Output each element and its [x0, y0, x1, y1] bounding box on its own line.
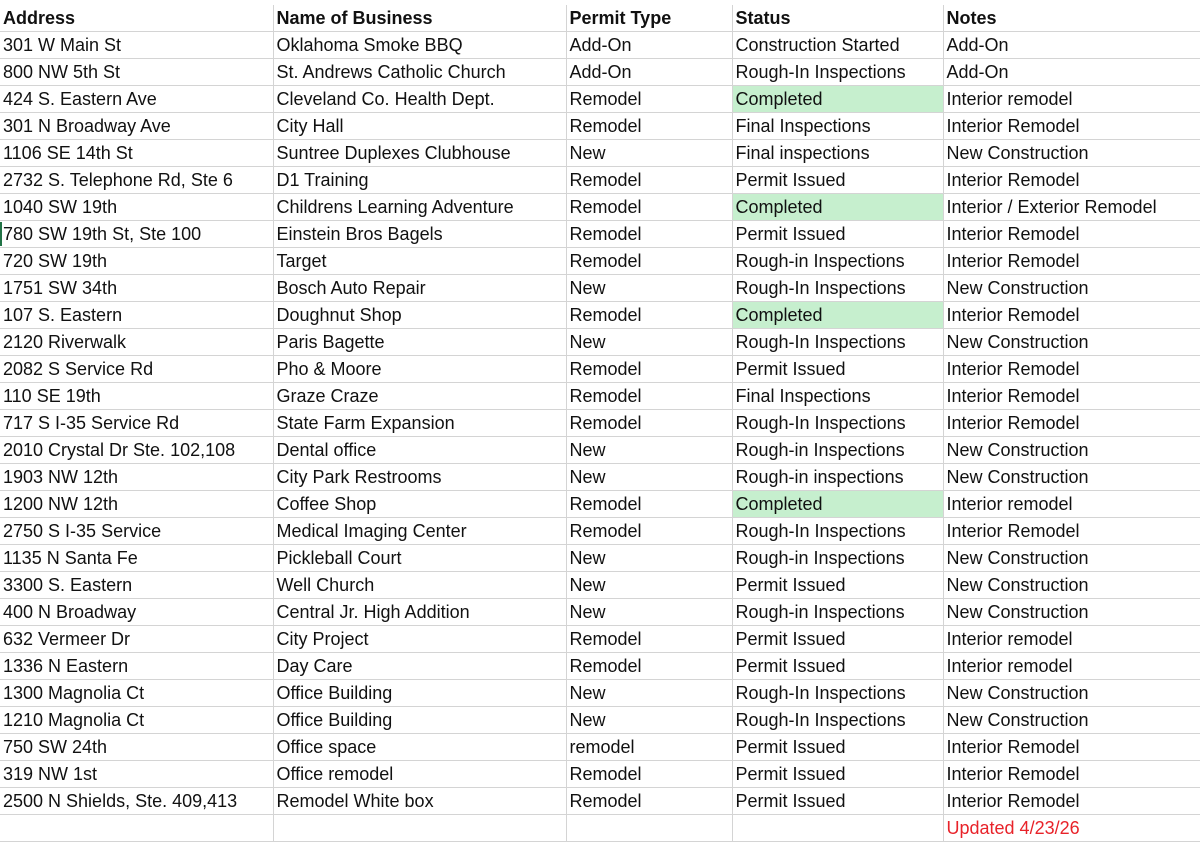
permit-type-cell[interactable]: Remodel [566, 383, 732, 410]
address-cell[interactable]: 2010 Crystal Dr Ste. 102,108 [0, 437, 273, 464]
table-row [0, 464, 1200, 491]
status-cell[interactable]: Construction Started [732, 32, 943, 59]
permit-type-cell[interactable]: Remodel [566, 167, 732, 194]
status-cell[interactable]: Permit Issued [732, 761, 943, 788]
status-cell[interactable]: Rough-In Inspections [732, 680, 943, 707]
status-cell[interactable]: Completed [732, 194, 943, 221]
address-cell[interactable]: 301 W Main St [0, 32, 273, 59]
business-name-cell[interactable]: Cleveland Co. Health Dept. [273, 86, 566, 113]
business-name-cell[interactable]: Medical Imaging Center [273, 518, 566, 545]
permit-type-cell[interactable]: New [566, 437, 732, 464]
table-row [0, 653, 1200, 680]
table-row [0, 626, 1200, 653]
notes-cell[interactable]: Interior / Exterior Remodel [943, 194, 1200, 221]
table-row [0, 383, 1200, 410]
address-cell[interactable]: 1200 NW 12th [0, 491, 273, 518]
status-cell[interactable]: Permit Issued [732, 572, 943, 599]
table-row [0, 86, 1200, 113]
table-row [0, 32, 1200, 59]
address-cell[interactable]: 3300 S. Eastern [0, 572, 273, 599]
table-row [0, 356, 1200, 383]
status-cell[interactable]: Permit Issued [732, 734, 943, 761]
table-row [0, 329, 1200, 356]
business-name-cell[interactable]: Suntree Duplexes Clubhouse [273, 140, 566, 167]
business-name-cell[interactable]: Well Church [273, 572, 566, 599]
status-cell[interactable]: Completed [732, 491, 943, 518]
table-row [0, 491, 1200, 518]
notes-cell[interactable]: Interior Remodel [943, 788, 1200, 815]
permit-type-cell[interactable]: New [566, 572, 732, 599]
notes-cell[interactable]: New Construction [943, 329, 1200, 356]
permit-type-cell[interactable]: New [566, 275, 732, 302]
status-cell[interactable]: Permit Issued [732, 356, 943, 383]
status-cell[interactable]: Rough-In Inspections [732, 275, 943, 302]
address-cell[interactable]: 2120 Riverwalk [0, 329, 273, 356]
table-row [0, 545, 1200, 572]
permit-type-cell[interactable]: Remodel [566, 653, 732, 680]
table-row [0, 221, 1200, 248]
address-cell[interactable]: 2500 N Shields, Ste. 409,413 [0, 788, 273, 815]
permit-type-cell[interactable]: Remodel [566, 302, 732, 329]
notes-cell[interactable]: Interior remodel [943, 653, 1200, 680]
permit-type-cell[interactable]: Remodel [566, 221, 732, 248]
table-row [0, 275, 1200, 302]
updated-date-cell[interactable]: Updated 4/23/26 [943, 815, 1200, 842]
status-cell[interactable]: Rough-In Inspections [732, 59, 943, 86]
business-name-cell[interactable]: Coffee Shop [273, 491, 566, 518]
table-row [0, 59, 1200, 86]
address-cell[interactable]: 632 Vermeer Dr [0, 626, 273, 653]
table-row [0, 302, 1200, 329]
permit-type-cell[interactable]: New [566, 329, 732, 356]
table-row [0, 680, 1200, 707]
status-cell[interactable]: Permit Issued [732, 653, 943, 680]
empty-cell[interactable] [566, 815, 732, 842]
table-row [0, 248, 1200, 275]
business-name-cell[interactable]: Target [273, 248, 566, 275]
address-cell[interactable]: 2082 S Service Rd [0, 356, 273, 383]
business-name-cell[interactable]: Office space [273, 734, 566, 761]
status-cell[interactable]: Permit Issued [732, 221, 943, 248]
header-permit-type[interactable]: Permit Type [566, 5, 732, 32]
status-cell[interactable]: Final Inspections [732, 383, 943, 410]
notes-cell[interactable]: New Construction [943, 545, 1200, 572]
address-cell[interactable]: 110 SE 19th [0, 383, 273, 410]
permit-type-cell[interactable]: Add-On [566, 59, 732, 86]
permit-type-cell[interactable]: Remodel [566, 113, 732, 140]
business-name-cell[interactable]: Bosch Auto Repair [273, 275, 566, 302]
address-cell[interactable]: 301 N Broadway Ave [0, 113, 273, 140]
permit-type-cell[interactable]: Remodel [566, 626, 732, 653]
status-cell[interactable]: Rough-in inspections [732, 464, 943, 491]
business-name-cell[interactable]: Day Care [273, 653, 566, 680]
address-cell[interactable]: 319 NW 1st [0, 761, 273, 788]
status-cell[interactable]: Rough-in Inspections [732, 599, 943, 626]
empty-cell[interactable] [0, 815, 273, 842]
status-cell[interactable]: Permit Issued [732, 167, 943, 194]
address-cell[interactable]: 780 SW 19th St, Ste 100 [0, 221, 273, 248]
business-name-cell[interactable]: Dental office [273, 437, 566, 464]
status-cell[interactable]: Permit Issued [732, 626, 943, 653]
table-row [0, 788, 1200, 815]
notes-cell[interactable]: New Construction [943, 680, 1200, 707]
table-row [0, 113, 1200, 140]
address-cell[interactable]: 2732 S. Telephone Rd, Ste 6 [0, 167, 273, 194]
business-name-cell[interactable]: Childrens Learning Adventure [273, 194, 566, 221]
address-cell[interactable]: 424 S. Eastern Ave [0, 86, 273, 113]
table-row [0, 410, 1200, 437]
status-cell[interactable]: Rough-In Inspections [732, 707, 943, 734]
empty-cell[interactable] [273, 815, 566, 842]
permit-type-cell[interactable]: New [566, 464, 732, 491]
status-cell[interactable]: Completed [732, 302, 943, 329]
status-cell[interactable]: Final Inspections [732, 113, 943, 140]
address-cell[interactable]: 717 S I-35 Service Rd [0, 410, 273, 437]
address-cell[interactable]: 1040 SW 19th [0, 194, 273, 221]
status-cell[interactable]: Rough-in Inspections [732, 248, 943, 275]
address-cell[interactable]: 1300 Magnolia Ct [0, 680, 273, 707]
table-row [0, 518, 1200, 545]
status-cell[interactable]: Final inspections [732, 140, 943, 167]
business-name-cell[interactable]: Office Building [273, 680, 566, 707]
notes-cell[interactable]: New Construction [943, 140, 1200, 167]
notes-cell[interactable]: New Construction [943, 275, 1200, 302]
notes-cell[interactable]: Interior Remodel [943, 356, 1200, 383]
status-cell[interactable]: Permit Issued [732, 788, 943, 815]
address-cell[interactable]: 1210 Magnolia Ct [0, 707, 273, 734]
address-cell[interactable]: 2750 S I-35 Service [0, 518, 273, 545]
permit-type-cell[interactable]: Remodel [566, 410, 732, 437]
status-cell[interactable]: Completed [732, 86, 943, 113]
address-cell[interactable]: 1336 N Eastern [0, 653, 273, 680]
permit-spreadsheet [0, 5, 1200, 842]
notes-cell[interactable]: Interior Remodel [943, 248, 1200, 275]
footer-row [0, 815, 1200, 842]
permit-type-cell[interactable]: Remodel [566, 761, 732, 788]
notes-cell[interactable]: Interior Remodel [943, 167, 1200, 194]
header-status[interactable]: Status [732, 5, 943, 32]
table-row [0, 761, 1200, 788]
permit-type-cell[interactable]: New [566, 707, 732, 734]
notes-cell[interactable]: Add-On [943, 59, 1200, 86]
header-row [0, 5, 1200, 32]
permit-type-cell[interactable]: Remodel [566, 491, 732, 518]
permit-type-cell[interactable]: Remodel [566, 518, 732, 545]
business-name-cell[interactable]: Pho & Moore [273, 356, 566, 383]
notes-cell[interactable]: Add-On [943, 32, 1200, 59]
business-name-cell[interactable]: Central Jr. High Addition [273, 599, 566, 626]
business-name-cell[interactable]: St. Andrews Catholic Church [273, 59, 566, 86]
notes-cell[interactable]: New Construction [943, 437, 1200, 464]
address-cell[interactable]: 400 N Broadway [0, 599, 273, 626]
permit-type-cell[interactable]: New [566, 680, 732, 707]
notes-cell[interactable]: Interior Remodel [943, 113, 1200, 140]
table-row [0, 572, 1200, 599]
business-name-cell[interactable]: Einstein Bros Bagels [273, 221, 566, 248]
permit-type-cell[interactable]: Remodel [566, 248, 732, 275]
business-name-cell[interactable]: Office Building [273, 707, 566, 734]
business-name-cell[interactable]: City Project [273, 626, 566, 653]
business-name-cell[interactable]: D1 Training [273, 167, 566, 194]
status-cell[interactable]: Rough-In Inspections [732, 410, 943, 437]
header-business[interactable]: Name of Business [273, 5, 566, 32]
business-name-cell[interactable]: Pickleball Court [273, 545, 566, 572]
table-row [0, 734, 1200, 761]
address-cell[interactable]: 1751 SW 34th [0, 275, 273, 302]
business-name-cell[interactable]: Oklahoma Smoke BBQ [273, 32, 566, 59]
notes-cell[interactable]: Interior remodel [943, 626, 1200, 653]
address-cell[interactable]: 107 S. Eastern [0, 302, 273, 329]
business-name-cell[interactable]: Office remodel [273, 761, 566, 788]
business-name-cell[interactable]: City Hall [273, 113, 566, 140]
status-cell[interactable]: Rough-in Inspections [732, 437, 943, 464]
notes-cell[interactable]: New Construction [943, 599, 1200, 626]
address-cell[interactable]: 1903 NW 12th [0, 464, 273, 491]
status-cell[interactable]: Rough-In Inspections [732, 329, 943, 356]
table-row [0, 167, 1200, 194]
header-address[interactable]: Address [0, 5, 273, 32]
table-row [0, 194, 1200, 221]
business-name-cell[interactable]: Remodel White box [273, 788, 566, 815]
permit-type-cell[interactable]: Remodel [566, 788, 732, 815]
address-cell[interactable]: 800 NW 5th St [0, 59, 273, 86]
status-cell[interactable]: Rough-in Inspections [732, 545, 943, 572]
address-cell[interactable]: 1135 N Santa Fe [0, 545, 273, 572]
notes-cell[interactable]: Interior Remodel [943, 221, 1200, 248]
business-name-cell[interactable]: Doughnut Shop [273, 302, 566, 329]
notes-cell[interactable]: Interior Remodel [943, 518, 1200, 545]
empty-cell[interactable] [732, 815, 943, 842]
notes-cell[interactable]: Interior Remodel [943, 761, 1200, 788]
notes-cell[interactable]: Interior remodel [943, 491, 1200, 518]
permit-type-cell[interactable]: Remodel [566, 356, 732, 383]
notes-cell[interactable]: Interior Remodel [943, 383, 1200, 410]
table-row [0, 140, 1200, 167]
header-notes[interactable]: Notes [943, 5, 1200, 32]
notes-cell[interactable]: Interior Remodel [943, 734, 1200, 761]
notes-cell[interactable]: New Construction [943, 572, 1200, 599]
permit-type-cell[interactable]: New [566, 599, 732, 626]
business-name-cell[interactable]: Paris Bagette [273, 329, 566, 356]
permit-type-cell[interactable]: New [566, 140, 732, 167]
address-cell[interactable]: 1106 SE 14th St [0, 140, 273, 167]
notes-cell[interactable]: New Construction [943, 464, 1200, 491]
notes-cell[interactable]: Interior Remodel [943, 302, 1200, 329]
permit-type-cell[interactable]: Remodel [566, 86, 732, 113]
notes-cell[interactable]: Interior remodel [943, 86, 1200, 113]
business-name-cell[interactable]: State Farm Expansion [273, 410, 566, 437]
address-cell[interactable]: 720 SW 19th [0, 248, 273, 275]
address-cell[interactable]: 750 SW 24th [0, 734, 273, 761]
business-name-cell[interactable]: City Park Restrooms [273, 464, 566, 491]
permit-type-cell[interactable]: Remodel [566, 194, 732, 221]
business-name-cell[interactable]: Graze Craze [273, 383, 566, 410]
permit-type-cell[interactable]: New [566, 545, 732, 572]
permit-type-cell[interactable]: Add-On [566, 32, 732, 59]
notes-cell[interactable]: Interior Remodel [943, 410, 1200, 437]
table-row [0, 707, 1200, 734]
table-row [0, 599, 1200, 626]
notes-cell[interactable]: New Construction [943, 707, 1200, 734]
permit-type-cell[interactable]: remodel [566, 734, 732, 761]
status-cell[interactable]: Rough-In Inspections [732, 518, 943, 545]
table-row [0, 437, 1200, 464]
